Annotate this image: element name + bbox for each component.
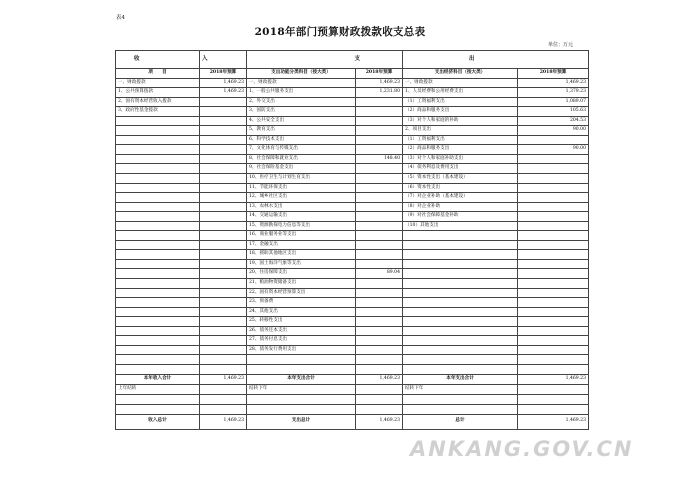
econ-amount bbox=[518, 259, 589, 269]
table-row bbox=[116, 202, 589, 212]
annual-total-row bbox=[116, 374, 589, 384]
func-amount bbox=[356, 193, 403, 203]
econ-amount: 90.00 bbox=[518, 126, 589, 136]
econ-item bbox=[403, 250, 518, 260]
econ-item: （8）对企业补助 bbox=[403, 202, 518, 212]
func-amount bbox=[356, 298, 403, 308]
grand-income-value: 1,469.23 bbox=[200, 414, 247, 429]
table-row bbox=[116, 221, 589, 231]
func-amount: 89.04 bbox=[356, 269, 403, 279]
econ-item: （6）资本性支出 bbox=[403, 183, 518, 193]
income-item bbox=[116, 202, 200, 212]
econ-item: （2）商品和服务支出 bbox=[403, 107, 518, 117]
func-item: 19、国土海洋气象等支出 bbox=[247, 259, 356, 269]
econ-item: （3）对个人和家庭的补助 bbox=[403, 116, 518, 126]
func-item bbox=[247, 364, 356, 374]
income-amount bbox=[200, 364, 247, 374]
income-amount: 1,469.23 bbox=[200, 88, 247, 98]
col-budget-econ: 2018年预算 bbox=[518, 69, 589, 79]
econ-item bbox=[403, 269, 518, 279]
econ-item: （10）其他支出 bbox=[403, 221, 518, 231]
table-row bbox=[116, 116, 589, 126]
func-item: 4、公共安全支出 bbox=[247, 116, 356, 126]
table-row bbox=[116, 97, 589, 107]
carry-in-label: 上年结转 bbox=[116, 384, 200, 394]
func-item: 8、社会保障和就业支出 bbox=[247, 154, 356, 164]
table-row bbox=[116, 326, 589, 336]
func-item: 28、债务发行费用支出 bbox=[247, 345, 356, 355]
table-row bbox=[116, 240, 589, 250]
table-row bbox=[116, 174, 589, 184]
econ-item bbox=[403, 259, 518, 269]
econ-item bbox=[403, 355, 518, 365]
table-row bbox=[116, 183, 589, 193]
income-item bbox=[116, 259, 200, 269]
table-row bbox=[116, 307, 589, 317]
func-item: 20、住房保障支出 bbox=[247, 269, 356, 279]
econ-item bbox=[403, 279, 518, 289]
income-item bbox=[116, 269, 200, 279]
func-amount: 1,231.80 bbox=[356, 88, 403, 98]
func-item: 10、医疗卫生与计划生育支出 bbox=[247, 174, 356, 184]
econ-item: （4）债务利息及费用支出 bbox=[403, 164, 518, 174]
econ-amount: 1,379.23 bbox=[518, 88, 589, 98]
func-amount bbox=[356, 231, 403, 241]
income-item bbox=[116, 364, 200, 374]
func-amount bbox=[356, 307, 403, 317]
econ-amount bbox=[518, 269, 589, 279]
func-item: 12、城乡社区支出 bbox=[247, 193, 356, 203]
income-amount bbox=[200, 221, 247, 231]
func-amount bbox=[356, 355, 403, 365]
blank-row bbox=[116, 404, 589, 414]
budget-table bbox=[115, 50, 589, 430]
func-amount bbox=[356, 97, 403, 107]
func-item: 9、社会保险基金支出 bbox=[247, 164, 356, 174]
func-item: 14、交通运输支出 bbox=[247, 212, 356, 222]
func-amount: 148.40 bbox=[356, 154, 403, 164]
econ-amount bbox=[518, 164, 589, 174]
func-item: 5、教育支出 bbox=[247, 126, 356, 136]
econ-amount: 105.63 bbox=[518, 107, 589, 117]
income-amount bbox=[200, 202, 247, 212]
table-row bbox=[116, 154, 589, 164]
table-row bbox=[116, 78, 589, 88]
table-row bbox=[116, 126, 589, 136]
income-amount bbox=[200, 193, 247, 203]
income-amount bbox=[200, 107, 247, 117]
econ-amount: 1,469.23 bbox=[518, 78, 589, 88]
func-item: 18、援助其他地区支出 bbox=[247, 250, 356, 260]
grand-expense-value-func: 1,469.23 bbox=[356, 414, 403, 429]
func-item: 21、粮油物资储备支出 bbox=[247, 279, 356, 289]
income-item bbox=[116, 279, 200, 289]
income-amount bbox=[200, 250, 247, 260]
carry-out-value-func bbox=[356, 384, 403, 394]
econ-amount bbox=[518, 336, 589, 346]
func-amount bbox=[356, 345, 403, 355]
income-total-label: 本年收入合计 bbox=[116, 374, 200, 384]
econ-item: 一、财政拨款 bbox=[403, 78, 518, 88]
expense-total-label-econ: 本年支出合计 bbox=[403, 374, 518, 384]
econ-amount: 1,089.07 bbox=[518, 97, 589, 107]
table-row bbox=[116, 288, 589, 298]
func-item: 13、农林水支出 bbox=[247, 202, 356, 212]
unit-label: 单位：万元 bbox=[548, 42, 574, 48]
func-item: 23、预备费 bbox=[247, 298, 356, 308]
econ-item: （1）工资福利支出 bbox=[403, 135, 518, 145]
income-amount bbox=[200, 231, 247, 241]
income-amount bbox=[200, 126, 247, 136]
func-amount bbox=[356, 174, 403, 184]
func-item: 7、文化体育与传媒支出 bbox=[247, 145, 356, 155]
func-item: 26、债务还本支出 bbox=[247, 326, 356, 336]
income-item bbox=[116, 326, 200, 336]
table-row bbox=[116, 250, 589, 260]
func-amount bbox=[356, 107, 403, 117]
econ-item bbox=[403, 317, 518, 327]
func-amount bbox=[356, 336, 403, 346]
income-item bbox=[116, 183, 200, 193]
econ-amount: 90.00 bbox=[518, 145, 589, 155]
grand-expense-label-func: 支出总计 bbox=[247, 414, 356, 429]
income-item bbox=[116, 193, 200, 203]
income-item bbox=[116, 154, 200, 164]
expense-group-right: 出 bbox=[403, 51, 589, 69]
col-econ-class: 支出经济科目（按大类） bbox=[403, 69, 518, 79]
income-group-right: 入 bbox=[200, 51, 247, 69]
carry-out-label-func: 结转下年 bbox=[247, 384, 356, 394]
income-amount: 1,469.23 bbox=[200, 78, 247, 88]
table-row bbox=[116, 107, 589, 117]
expense-total-value-func: 1,469.23 bbox=[356, 374, 403, 384]
func-amount bbox=[356, 288, 403, 298]
func-item: 一、财政拨款 bbox=[247, 78, 356, 88]
econ-amount bbox=[518, 345, 589, 355]
income-amount bbox=[200, 116, 247, 126]
income-amount bbox=[200, 317, 247, 327]
expense-group-left: 支 bbox=[247, 51, 403, 69]
grand-income-label: 收入总计 bbox=[116, 414, 200, 429]
func-amount bbox=[356, 126, 403, 136]
income-amount bbox=[200, 288, 247, 298]
func-item: 1、一般公共服务支出 bbox=[247, 88, 356, 98]
table-row bbox=[116, 145, 589, 155]
econ-amount bbox=[518, 183, 589, 193]
table-row bbox=[116, 279, 589, 289]
income-item: 1、公共预算拨款 bbox=[116, 88, 200, 98]
income-item bbox=[116, 307, 200, 317]
econ-item bbox=[403, 288, 518, 298]
grand-expense-label-econ: 总计 bbox=[403, 414, 518, 429]
func-item: 3、国防支出 bbox=[247, 107, 356, 117]
income-item bbox=[116, 221, 200, 231]
table-row bbox=[116, 355, 589, 365]
income-amount bbox=[200, 154, 247, 164]
func-amount bbox=[356, 364, 403, 374]
econ-amount bbox=[518, 212, 589, 222]
econ-amount bbox=[518, 231, 589, 241]
econ-item bbox=[403, 307, 518, 317]
econ-amount bbox=[518, 317, 589, 327]
table-row bbox=[116, 212, 589, 222]
func-amount bbox=[356, 317, 403, 327]
func-amount bbox=[356, 116, 403, 126]
func-amount bbox=[356, 135, 403, 145]
econ-amount bbox=[518, 279, 589, 289]
carry-out-value-econ bbox=[518, 384, 589, 394]
col-budget-func: 2018年预算 bbox=[356, 69, 403, 79]
income-amount bbox=[200, 174, 247, 184]
econ-amount bbox=[518, 202, 589, 212]
table-row bbox=[116, 259, 589, 269]
income-item: 2、国有资本经营收入拨款 bbox=[116, 97, 200, 107]
econ-amount bbox=[518, 364, 589, 374]
expense-total-label-func: 本年支出合计 bbox=[247, 374, 356, 384]
col-func-class: 支出功能分类科目（按大类） bbox=[247, 69, 356, 79]
table-row bbox=[116, 135, 589, 145]
grand-expense-value-econ: 1,469.23 bbox=[518, 414, 589, 429]
income-amount bbox=[200, 336, 247, 346]
income-item bbox=[116, 174, 200, 184]
econ-item bbox=[403, 231, 518, 241]
income-item bbox=[116, 231, 200, 241]
func-amount bbox=[356, 240, 403, 250]
func-amount: 1,469.23 bbox=[356, 78, 403, 88]
func-amount bbox=[356, 164, 403, 174]
econ-item: （7）对企业补助（基本建设） bbox=[403, 193, 518, 203]
econ-item: 2、项目支出 bbox=[403, 126, 518, 136]
income-amount bbox=[200, 164, 247, 174]
table-row bbox=[116, 164, 589, 174]
income-item bbox=[116, 345, 200, 355]
income-amount bbox=[200, 97, 247, 107]
econ-amount bbox=[518, 193, 589, 203]
table-row bbox=[116, 193, 589, 203]
income-amount bbox=[200, 307, 247, 317]
func-item: 25、转移性支出 bbox=[247, 317, 356, 327]
column-header-row bbox=[116, 69, 589, 79]
econ-item: （3）对个人和家庭补助支出 bbox=[403, 154, 518, 164]
func-amount bbox=[356, 202, 403, 212]
func-item: 2、外交支出 bbox=[247, 97, 356, 107]
table-row bbox=[116, 364, 589, 374]
income-item bbox=[116, 164, 200, 174]
table-row bbox=[116, 269, 589, 279]
income-amount bbox=[200, 279, 247, 289]
table-row bbox=[116, 231, 589, 241]
income-amount bbox=[200, 298, 247, 308]
income-item bbox=[116, 355, 200, 365]
func-item: 16、商业服务业等支出 bbox=[247, 231, 356, 241]
econ-item bbox=[403, 336, 518, 346]
econ-item: （2）商品和服务支出 bbox=[403, 145, 518, 155]
econ-amount bbox=[518, 298, 589, 308]
econ-item bbox=[403, 345, 518, 355]
income-amount bbox=[200, 259, 247, 269]
expense-total-value-econ: 1,469.23 bbox=[518, 374, 589, 384]
func-amount bbox=[356, 279, 403, 289]
econ-amount bbox=[518, 326, 589, 336]
func-amount bbox=[356, 183, 403, 193]
col-item: 项 目 bbox=[116, 69, 200, 79]
table-number: 表4 bbox=[116, 15, 125, 21]
income-amount bbox=[200, 135, 247, 145]
col-budget-income: 2018年预算 bbox=[200, 69, 247, 79]
page-title: 2018年部门预算财政拨款收支总表 bbox=[254, 26, 426, 38]
income-item bbox=[116, 240, 200, 250]
func-amount bbox=[356, 221, 403, 231]
income-item bbox=[116, 250, 200, 260]
blank-row bbox=[116, 394, 589, 404]
func-item: 27、债务付息支出 bbox=[247, 336, 356, 346]
func-amount bbox=[356, 145, 403, 155]
income-group-left: 收 bbox=[116, 51, 200, 69]
econ-amount bbox=[518, 288, 589, 298]
econ-amount bbox=[518, 307, 589, 317]
econ-item bbox=[403, 326, 518, 336]
income-item: 一、财政拨款 bbox=[116, 78, 200, 88]
econ-amount bbox=[518, 240, 589, 250]
income-amount bbox=[200, 212, 247, 222]
econ-amount bbox=[518, 135, 589, 145]
func-item: 24、其他支出 bbox=[247, 307, 356, 317]
table-row bbox=[116, 88, 589, 98]
table-row bbox=[116, 317, 589, 327]
income-item bbox=[116, 135, 200, 145]
income-amount bbox=[200, 183, 247, 193]
econ-item: （5）资本性支出（基本建设） bbox=[403, 174, 518, 184]
econ-amount bbox=[518, 250, 589, 260]
func-item: 15、资源勘探电力信息等支出 bbox=[247, 221, 356, 231]
func-amount bbox=[356, 250, 403, 260]
group-header-row bbox=[116, 51, 589, 69]
income-item bbox=[116, 212, 200, 222]
func-item: 11、节能环保支出 bbox=[247, 183, 356, 193]
table-row bbox=[116, 336, 589, 346]
econ-item bbox=[403, 298, 518, 308]
income-amount bbox=[200, 345, 247, 355]
income-amount bbox=[200, 355, 247, 365]
func-item: 22、国有资本经营预算支出 bbox=[247, 288, 356, 298]
func-item: 17、金融支出 bbox=[247, 240, 356, 250]
econ-item bbox=[403, 364, 518, 374]
income-amount bbox=[200, 269, 247, 279]
econ-item: （1）工资福利支出 bbox=[403, 97, 518, 107]
income-amount bbox=[200, 145, 247, 155]
income-item bbox=[116, 336, 200, 346]
econ-item: 1、人员经费和公用经费支出 bbox=[403, 88, 518, 98]
grand-total-row bbox=[116, 414, 589, 429]
income-total-value: 1,469.23 bbox=[200, 374, 247, 384]
income-item bbox=[116, 317, 200, 327]
income-item bbox=[116, 126, 200, 136]
econ-amount bbox=[518, 221, 589, 231]
income-amount bbox=[200, 326, 247, 336]
carry-row bbox=[116, 384, 589, 394]
econ-item: （9）对社会保障基金补助 bbox=[403, 212, 518, 222]
income-amount bbox=[200, 240, 247, 250]
func-amount bbox=[356, 259, 403, 269]
func-amount bbox=[356, 326, 403, 336]
watermark: ANKANG.GOV.CN bbox=[410, 437, 634, 461]
table-row bbox=[116, 298, 589, 308]
func-item: 6、科学技术支出 bbox=[247, 135, 356, 145]
income-item bbox=[116, 145, 200, 155]
func-item bbox=[247, 355, 356, 365]
carry-out-label-econ: 结转下年 bbox=[403, 384, 518, 394]
func-amount bbox=[356, 212, 403, 222]
econ-amount bbox=[518, 154, 589, 164]
econ-item bbox=[403, 240, 518, 250]
econ-amount: 204.53 bbox=[518, 116, 589, 126]
income-item: 3、政府性基金拨款 bbox=[116, 107, 200, 117]
income-item bbox=[116, 288, 200, 298]
carry-in-value bbox=[200, 384, 247, 394]
income-item bbox=[116, 298, 200, 308]
table-row bbox=[116, 345, 589, 355]
econ-amount bbox=[518, 355, 589, 365]
income-item bbox=[116, 116, 200, 126]
econ-amount bbox=[518, 174, 589, 184]
